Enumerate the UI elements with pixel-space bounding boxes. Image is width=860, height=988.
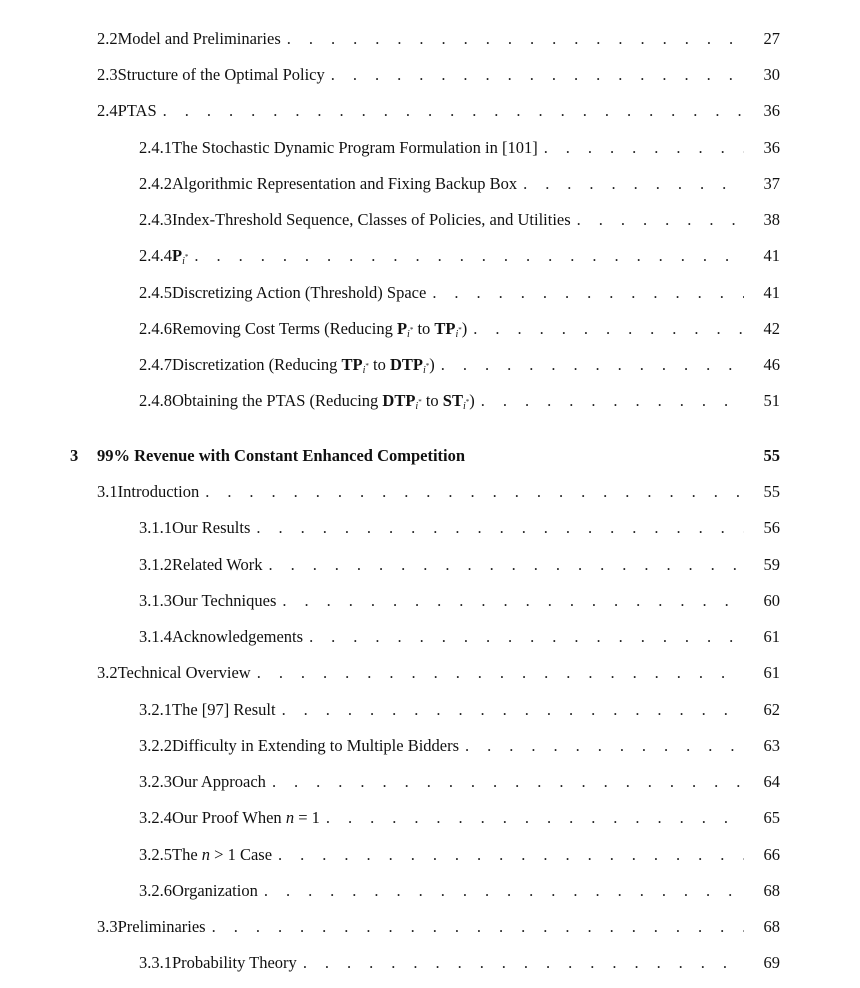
- section-number: 2.4.8: [139, 391, 172, 410]
- toc-entry-3-2-5[interactable]: [139, 843, 780, 867]
- section-title: Index-Threshold Sequence, Classes of Policies, and Utilities: [172, 210, 571, 229]
- chapter-number: 3: [70, 446, 79, 465]
- dot-leader: [473, 317, 744, 341]
- dot-leader: [481, 389, 744, 413]
- page-number: 68: [763, 881, 780, 900]
- toc-entry-2-4-6[interactable]: [139, 317, 780, 341]
- page-number: 36: [763, 138, 780, 157]
- toc-entry-3-2-1[interactable]: [139, 698, 780, 722]
- section-title: The Stochastic Dynamic Program Formulation in [101]: [172, 138, 538, 157]
- section-number: 2.4.1: [139, 138, 172, 157]
- section-title: Structure of the Optimal Policy: [117, 65, 325, 84]
- toc-entry-3-1-1[interactable]: [139, 516, 780, 540]
- toc-entry-3-1-3[interactable]: [139, 589, 780, 613]
- math-subscript: i*: [182, 253, 189, 267]
- section-number: 3.1: [97, 482, 118, 501]
- dot-leader: [544, 136, 744, 160]
- toc-entry-3-3[interactable]: [97, 915, 780, 939]
- toc-entry-2-4-5[interactable]: [139, 281, 780, 305]
- section-number: 3.2: [97, 663, 118, 682]
- toc-entry-2-4-3[interactable]: [139, 208, 780, 232]
- dot-leader: [257, 661, 744, 685]
- section-title: The n > 1 Case: [172, 845, 273, 864]
- section-title: Probability Theory: [172, 953, 297, 972]
- toc-entry-3-2[interactable]: [97, 661, 780, 685]
- dot-leader: [205, 480, 744, 504]
- page-number: 68: [763, 917, 780, 936]
- section-title: Discretization (Reducing $TP_{i^*}$ to $DTP_{i^*}$): [172, 355, 435, 376]
- section-number: 2.4.4: [139, 246, 172, 265]
- section-title: Technical Overview: [117, 663, 251, 682]
- toc-entry-3-2-3[interactable]: [139, 770, 780, 794]
- dot-leader: [212, 915, 744, 939]
- page-number: 66: [763, 845, 780, 864]
- toc-entry-3-2-2[interactable]: [139, 734, 780, 758]
- toc-entry-2-4-2[interactable]: [139, 172, 780, 196]
- section-title: PTAS: [117, 101, 157, 120]
- section-title: Difficulty in Extending to Multiple Bidders: [172, 736, 460, 755]
- page-number: 62: [763, 700, 780, 719]
- section-title: Model and Preliminaries: [117, 29, 281, 48]
- section-number: 2.4.7: [139, 355, 172, 374]
- page-number: 46: [763, 355, 780, 374]
- section-number: 3.2.2: [139, 736, 172, 755]
- section-number: 2.4.5: [139, 283, 172, 302]
- toc-entry-3-1[interactable]: [97, 480, 780, 504]
- dot-leader: [194, 244, 744, 268]
- section-title: Organization: [172, 881, 258, 900]
- page-number: 69: [763, 953, 780, 972]
- dot-leader: [432, 281, 744, 305]
- section-number: 2.4: [97, 101, 118, 120]
- page-number: 41: [763, 283, 780, 302]
- toc-entry-3-1-4[interactable]: [139, 625, 780, 649]
- section-number: 2.3: [97, 65, 118, 84]
- dot-leader: [523, 172, 744, 196]
- section-number: 3.1.1: [139, 518, 172, 537]
- section-title: Our Results: [172, 518, 251, 537]
- page-number: 55: [763, 446, 780, 465]
- toc-entry-chapter-3[interactable]: [70, 444, 780, 468]
- section-title: Obtaining the PTAS (Reducing $DTP_{i^*}$ to $ST_{i^*}$): [172, 391, 475, 412]
- section-title: Discretizing Action (Threshold) Space: [172, 283, 427, 302]
- toc-entry-2-3[interactable]: [97, 63, 780, 87]
- section-title: Our Proof When n = 1: [172, 808, 320, 827]
- section-title: Preliminaries: [117, 917, 206, 936]
- section-number: 3.3.1: [139, 953, 172, 972]
- dot-leader: [272, 770, 744, 794]
- dot-leader: [303, 951, 744, 975]
- page-number: 37: [763, 174, 780, 193]
- page-number: 63: [763, 736, 780, 755]
- section-number: 2.4.3: [139, 210, 172, 229]
- section-title: Related Work: [172, 555, 263, 574]
- page-number: 61: [763, 663, 780, 682]
- chapter-title: 99% Revenue with Constant Enhanced Competition: [97, 446, 466, 465]
- page-number: 41: [763, 246, 780, 265]
- toc-entry-3-1-2[interactable]: [139, 553, 780, 577]
- section-title: Algorithmic Representation and Fixing Backup Box: [172, 174, 518, 193]
- page-number: 30: [763, 65, 780, 84]
- page-number: 61: [763, 627, 780, 646]
- toc-entry-2-4-7[interactable]: [139, 353, 780, 377]
- section-title: Removing Cost Terms (Reducing $P_{i^*}$ to $TP_{i^*}$): [172, 319, 468, 340]
- toc-entry-3-2-6[interactable]: [139, 879, 780, 903]
- page-number: 27: [763, 29, 780, 48]
- toc-entry-2-4-1[interactable]: [139, 136, 780, 160]
- page-number: 38: [763, 210, 780, 229]
- toc-entry-2-2[interactable]: [97, 27, 780, 51]
- page-number: 64: [763, 772, 780, 791]
- dot-leader: [163, 99, 744, 123]
- dot-leader: [577, 208, 744, 232]
- page-number: 59: [763, 555, 780, 574]
- section-number: 3.1.3: [139, 591, 172, 610]
- section-number: 3.2.5: [139, 845, 172, 864]
- section-number: 2.2: [97, 29, 118, 48]
- dot-leader: [278, 843, 744, 867]
- dot-leader: [326, 806, 744, 830]
- dot-leader: [309, 625, 744, 649]
- section-number: 3.2.3: [139, 772, 172, 791]
- page-number: 60: [763, 591, 780, 610]
- dot-leader: [264, 879, 744, 903]
- section-number: 3.1.2: [139, 555, 172, 574]
- section-number: 2.4.6: [139, 319, 172, 338]
- section-number: 3.1.4: [139, 627, 172, 646]
- page-number: 36: [763, 101, 780, 120]
- dot-leader: [331, 63, 744, 87]
- section-number: 3.2.6: [139, 881, 172, 900]
- section-title: Acknowledgements: [172, 627, 304, 646]
- section-number: 2.4.2: [139, 174, 172, 193]
- section-title: Our Techniques: [172, 591, 277, 610]
- page-number: 42: [763, 319, 780, 338]
- page-number: 65: [763, 808, 780, 827]
- dot-leader: [287, 27, 744, 51]
- dot-leader: [268, 553, 744, 577]
- dot-leader: [282, 589, 744, 613]
- section-title: [172, 244, 188, 274]
- page-number: 51: [763, 391, 780, 410]
- toc-entry-2-4-8[interactable]: [139, 389, 780, 413]
- toc-entry-2-4-4[interactable]: [139, 244, 780, 268]
- section-number: 3.3: [97, 917, 118, 936]
- toc-entry-3-2-4[interactable]: [139, 806, 780, 830]
- section-title: The [97] Result: [172, 700, 276, 719]
- section-title: Introduction: [117, 482, 200, 501]
- page-number: 56: [763, 518, 780, 537]
- math-symbol: P: [172, 246, 183, 265]
- section-number: 3.2.1: [139, 700, 172, 719]
- section-number: 3.2.4: [139, 808, 172, 827]
- toc-entry-2-4[interactable]: [97, 99, 780, 123]
- dot-leader: [282, 698, 744, 722]
- page-number: 55: [763, 482, 780, 501]
- section-title: Our Approach: [172, 772, 266, 791]
- dot-leader: [256, 516, 744, 540]
- dot-leader: [441, 353, 744, 377]
- toc-entry-3-3-1[interactable]: [139, 951, 780, 975]
- dot-leader: [465, 734, 744, 758]
